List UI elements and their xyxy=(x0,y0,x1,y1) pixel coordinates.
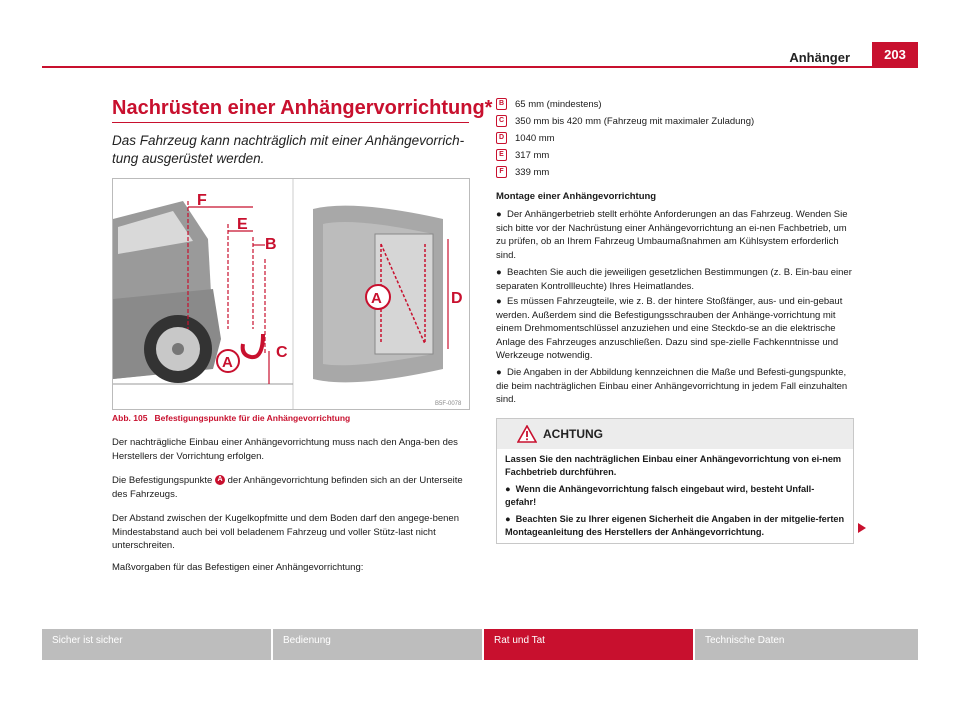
montage-bullet-2: ● Beachten Sie auch die jeweiligen gesetzlichen Bestimmungen (z. B. Ein-bau einer separaten Kontrollleuchte) Ihres Heimatlandes. xyxy=(496,267,852,292)
dimension-value-f: 339 mm xyxy=(515,166,550,178)
warning-lead: Lassen Sie den nachträglichen Einbau einer Anhängevorrichtung von ei-nem Fachbetrieb durchführen. xyxy=(505,454,842,477)
montage-heading: Montage einer Anhängevorrichtung xyxy=(496,191,657,202)
footer-tab-sicher[interactable]: Sicher ist sicher xyxy=(42,629,271,660)
label-f: F xyxy=(197,192,207,209)
paragraph-1: Der nachträgliche Einbau einer Anhängevorrichtung muss nach den Anga-ben des Herstellers der Vorrichtung erfolgen. xyxy=(112,437,458,462)
paragraph-3: Der Abstand zwischen der Kugelkopfmitte und dem Boden darf den angege-benen Mindestabstand auch bei voll beladenem Fahrzeug und voller Stütz-last nicht unterschreiten. xyxy=(112,513,459,551)
figure-caption-number: Abb. 105 xyxy=(112,413,148,423)
paragraph-2-end: der Anhängevorrichtung befinden sich an der Unterseite des Fahrzeugs. xyxy=(112,475,463,500)
header-rule xyxy=(42,66,872,68)
montage-bullet-2-text: Beachten Sie auch die jeweiligen gesetzlichen Bestimmungen (z. B. Ein-bau einer separaten Kontrollleuchte) Ihres Heimatlandes. xyxy=(496,267,852,292)
montage-bullet-1-text: Der Anhängerbetrieb stellt erhöhte Anforderungen an das Fahrzeug. Wenden Sie sich bitte vor der Nachrüstung einer Anhängevorrichtung an ei-nen Fachbetrieb, um zu prüfen, ob an Ihrem Fahrzeug Umbaumaßnahmen am Kühlsystem erforderlich sind. xyxy=(496,209,848,261)
label-a-side: A xyxy=(222,354,233,371)
label-a-under: A xyxy=(371,290,382,307)
figure-caption xyxy=(112,413,350,423)
dimension-label-f: F xyxy=(496,166,507,178)
montage-bullet-4-text: Die Angaben in der Abbildung kennzeichnen die Maße und Befesti-gungspunkte, die beim nachträglichen Einbau einer Anhängevorrichtung in jedem Fall einzuhalten sind. xyxy=(496,367,848,405)
warning-box xyxy=(496,418,854,544)
label-e: E xyxy=(237,216,248,233)
warning-bullet-1: ● Wenn die Anhängevorrichtung falsch eingebaut wird, besteht Unfall-gefahr! xyxy=(505,484,815,507)
page-number: 203 xyxy=(872,42,918,68)
dimension-row-e xyxy=(496,149,549,163)
montage-bullet-1: ● Der Anhängerbetrieb stellt erhöhte Anforderungen an das Fahrzeug. Wenden Sie sich bitte vor der Nachrüstung einer Anhängevorrichtung an ei-nen Fachbetrieb, um zu prüfen, ob an Ihrem Fahrzeug Umbaumaßnahmen am Kühlsystem erforderlich sind. xyxy=(496,209,848,261)
warning-header xyxy=(497,419,853,449)
footer-tab-bedienung[interactable]: Bedienung xyxy=(273,629,482,660)
continue-arrow-icon xyxy=(858,523,866,533)
dimension-value-d: 1040 mm xyxy=(515,132,555,144)
warning-bullet-1-text: Wenn die Anhängevorrichtung falsch eingebaut wird, besteht Unfall-gefahr! xyxy=(505,484,815,507)
label-c: C xyxy=(276,344,288,361)
label-d: D xyxy=(451,290,463,307)
warning-triangle-icon xyxy=(517,425,537,443)
figure-mounting-points xyxy=(112,178,470,410)
dimension-row-d xyxy=(496,132,555,146)
dimension-label-e: E xyxy=(496,149,507,161)
point-a-badge: A xyxy=(215,475,225,485)
paragraph-2-start: Die Befestigungspunkte xyxy=(112,475,213,486)
section-title: Nachrüsten einer Anhängervorrichtung* xyxy=(112,97,493,119)
warning-bullet-2-text: Beachten Sie zu Ihrer eigenen Sicherheit die Angaben in der mitgelie-ferten Montageanleitung des Herstellers der Anhängevorrichtung. xyxy=(505,514,845,537)
montage-bullet-3: ● Es müssen Fahrzeugteile, wie z. B. der hintere Stoßfänger, aus- und ein-gebaut werden. Außerdem sind die Befestigungsschrauben der Anhänge-vorrichtung mit einem Drehmomentschlüssel anzuziehen und eine Steckdo-se an die elektrische Anlage des Fahrzeuges anzuschließen. Dazu sind spe-zielle Fachkenntnisse und Werkzeuge notwendig. xyxy=(496,296,843,361)
dimension-row-c xyxy=(496,115,754,129)
montage-bullet-3-text: Es müssen Fahrzeugteile, wie z. B. der hintere Stoßfänger, aus- und ein-gebaut werden. Außerdem sind die Befestigungsschrauben der Anhänge-vorrichtung mit einem Drehmomentschlüssel anzuziehen und eine Steckdo-se an die elektrische Anlage des Fahrzeuges anzuschließen. Dazu sind spe-zielle Fachkenntnisse und Werkzeuge notwendig. xyxy=(496,296,843,361)
dimension-label-c: C xyxy=(496,115,507,127)
figure-caption-text: Befestigungspunkte für die Anhängevorrichtung xyxy=(154,413,351,423)
montage-bullet-4: ● Die Angaben in der Abbildung kennzeichnen die Maße und Befesti-gungspunkte, die beim nachträglichen Einbau einer Anhängevorrichtung in jedem Fall einzuhalten sind. xyxy=(496,367,848,405)
chapter-title: Anhänger xyxy=(789,50,850,65)
dimension-row-f xyxy=(496,166,549,180)
figure-illustration xyxy=(113,179,469,409)
footer-tab-rat-und-tat[interactable]: Rat und Tat xyxy=(484,629,693,660)
warning-title: ACHTUNG xyxy=(543,427,603,441)
warning-bullet-2: ● Beachten Sie zu Ihrer eigenen Sicherheit die Angaben in der mitgelie-ferten Montageanleitung des Herstellers der Anhängevorrichtung. xyxy=(505,514,845,537)
dimension-value-b: 65 mm (mindestens) xyxy=(515,98,602,110)
dimension-value-e: 317 mm xyxy=(515,149,550,161)
paragraph-2 xyxy=(112,474,472,501)
figure-code: B5F-0078 xyxy=(435,401,462,407)
dimension-value-c: 350 mm bis 420 mm (Fahrzeug mit maximaler Zuladung) xyxy=(515,115,755,127)
dimension-row-b xyxy=(496,98,602,112)
dimension-label-b: B xyxy=(496,98,507,110)
section-title-rule xyxy=(112,122,469,123)
paragraph-4: Maßvorgaben für das Befestigen einer Anhängevorrichtung: xyxy=(112,562,364,573)
dimension-label-d: D xyxy=(496,132,507,144)
label-b: B xyxy=(265,236,277,253)
footer-tab-technische-daten[interactable]: Technische Daten xyxy=(695,629,918,660)
section-intro: Das Fahrzeug kann nachträglich mit einer Anhängevorrich-tung ausgerüstet werden. xyxy=(112,133,465,166)
